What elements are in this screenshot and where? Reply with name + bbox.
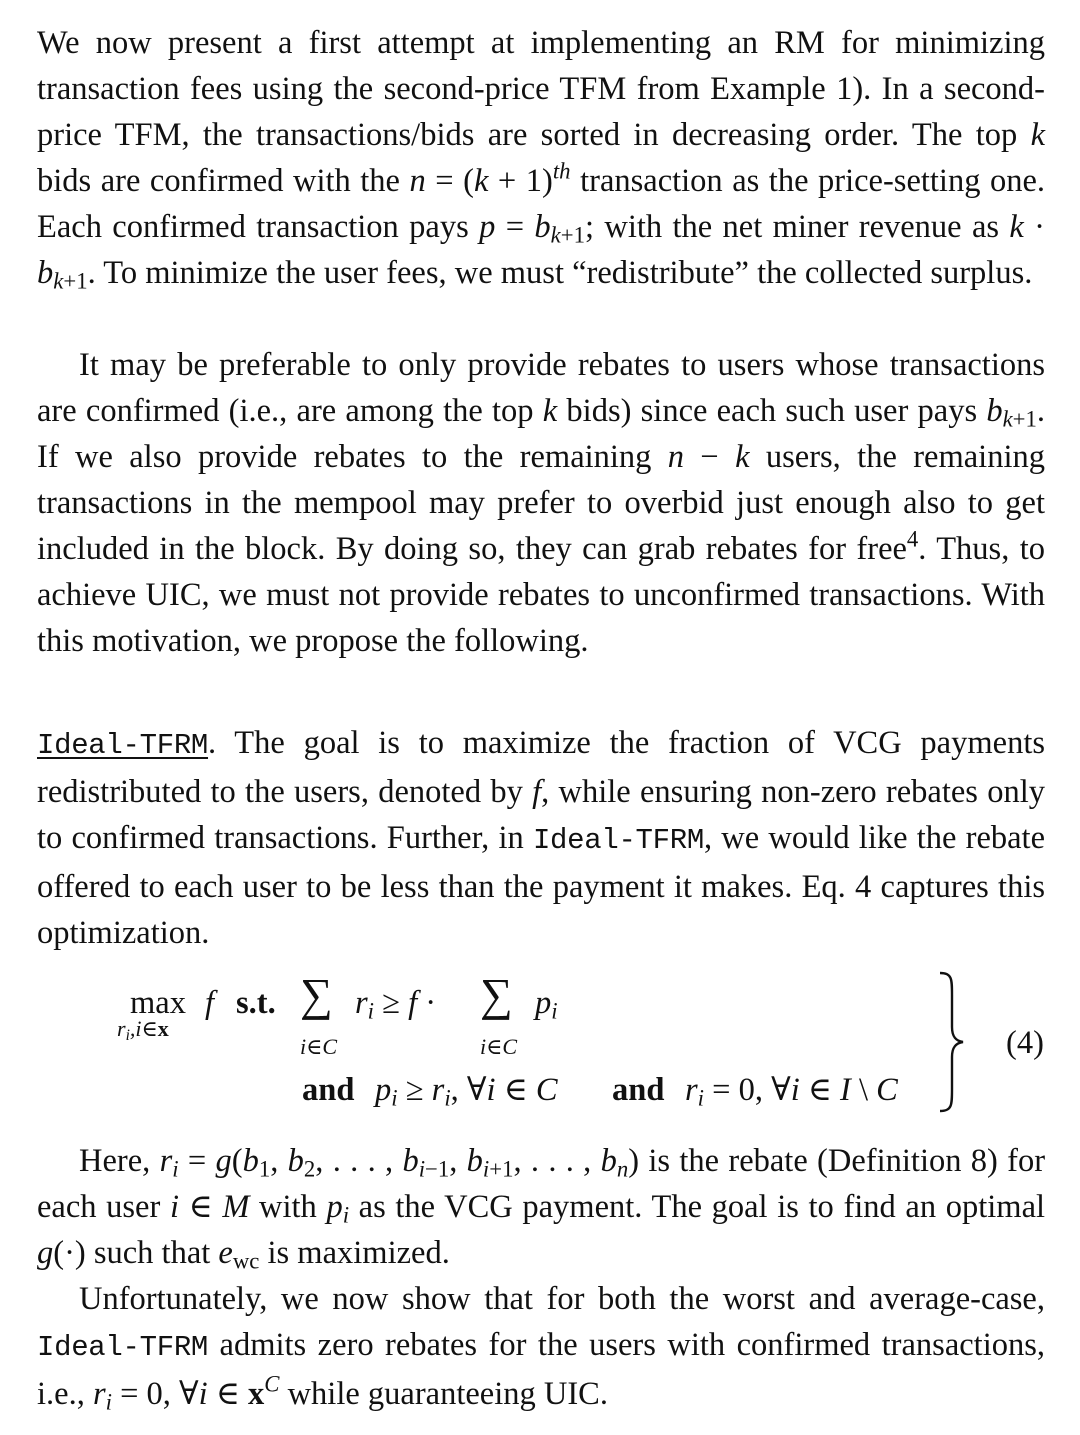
paragraph-rebates-motivation: It may be preferable to only provide rebates to users whose transactions are confirmed (i.e., are among the top k bids) since each such user pays $b_{k+1}$. If we also provide rebates to the remaining n − k users, the remaining transactions in the mempool may prefer to overbid just enough also to get included in the block. By doing so, they can grab rebates for free$^4$. Thus, to achieve UIC, we must not provide rebates to unconfirmed transactions. With this motivation, we propose the following.	[37, 347, 1046, 659]
paragraph-second-price-tfm: We now present a first attempt at implementing an RM for minimizing transaction fees using the second-price TFM from Example 1). In a second-price TFM, the transactions/bids are sorted in decreasing order. The top k bids are confirmed with the $n = (k + 1)^{th}$ transaction as the price-setting one. Each confirmed transaction pays $p = b_{k+1}$; with the net miner revenue as $k \cdot b_{k+1}$. To minimize the user fees, we must “redistribute” the collected surplus.	[37, 25, 1046, 294]
footnote-marker: 4	[906, 526, 919, 552]
ideal-tfrm-term: Ideal-TFRM	[37, 729, 209, 762]
paragraph-rebate-definition: Here, $r_i = g(b_1$, $b_2$, . . . , $b_{i-1}$, $b_{i+1}$, . . . , $b_n$) is the rebate (Definition 8) for each user i ∈ M with $p_i$ as the VCG payment. The goal is to find an optimal g(·) such that $e_{wc}$ is maximized.	[37, 1143, 1046, 1274]
equation-4: max $r_i,i\in x$ f s.t. ∑ i∈C $r_i \ge f$ · ∑ i∈C $p_i$ and $p_i \ge r_i$, ∀i ∈ C and $r_i = 0$, ∀i ∈ I \ C (4)	[0, 968, 1080, 1118]
equation-number: (4)	[1006, 1025, 1044, 1061]
right-brace-icon	[936, 971, 966, 1113]
paragraph-zero-rebates: Unfortunately, we now show that for both the worst and average-case, Ideal-TFRM admits zero rebates for the users with confirmed transactions, i.e., $r_i = 0$, ∀i ∈ $x^C$ while guaranteeing UIC.	[37, 1281, 1046, 1415]
paragraph-ideal-tfrm: Ideal-TFRM. The goal is to maximize the fraction of VCG payments redistributed to the users, denoted by f, while ensuring non-zero rebates only to confirmed transactions. Further, in Ideal-TFRM, we would like the rebate offered to each user to be less than the payment it makes. Eq. 4 captures this optimization.	[37, 725, 1046, 951]
